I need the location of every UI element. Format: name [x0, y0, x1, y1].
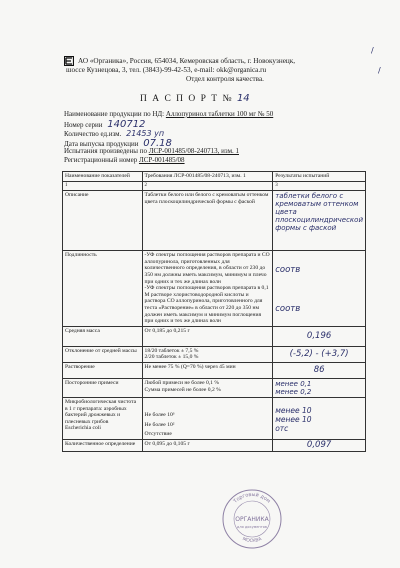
row-name: Подлинность — [63, 251, 143, 327]
product-value: Аллопуринол таблетки 100 мг № 50 — [165, 110, 274, 118]
row-name — [63, 397, 143, 439]
row-name: Отклонение от средней массы — [63, 346, 143, 362]
series-value: 140712 — [107, 119, 146, 130]
row-result — [273, 378, 366, 397]
row-name: Растворение — [63, 362, 143, 378]
row-result — [273, 251, 366, 327]
result-part: отс — [275, 423, 289, 433]
reg-label: Регистрационный номер — [64, 156, 138, 164]
col-header-results: Результаты испытаний — [273, 172, 366, 182]
tests-label: Испытания произведены по — [64, 147, 147, 155]
row-requirement: Таблетки белого или белого с кремоватым оттенком цвета плоскоцилиндрической формы с фаской — [142, 191, 273, 251]
row-result: 0,097 — [273, 439, 366, 451]
reg-line — [64, 156, 185, 164]
table-row — [63, 346, 366, 362]
requirement-part: Не более 10³ — [144, 411, 175, 418]
table-row — [63, 251, 366, 327]
col-number: 3 — [273, 181, 366, 191]
col-header-name: Наименование показателей — [63, 172, 143, 182]
stamp-bottom-text: для документов — [237, 525, 267, 529]
date-value: 07.18 — [143, 138, 172, 149]
row-requirement — [142, 251, 273, 327]
row-requirement — [142, 397, 273, 439]
quality-dept: Отдел контроля качества. — [186, 75, 264, 83]
qty-value: 21453 уп — [126, 129, 165, 138]
row-name: Описание — [63, 191, 143, 251]
requirement-part: Не более 10² — [144, 421, 175, 428]
result-part: менее 10 — [275, 405, 312, 415]
passport-label: П А С П О Р Т № — [140, 94, 234, 104]
row-requirement: От 0,185 до 0,215 г — [142, 326, 273, 346]
company-address-line1: АО «Органика», Россия, 654034, Кемеровская область, г. Новокузнецк, — [78, 57, 296, 65]
requirement-part: -УФ спектры поглощения растворов препарата в 0,1 М растворе хлористоводородной кислоты и раствора СО аллопуринола, приготовленного для теста «Растворение» в области от 220 до 350 нм должен иметь максимум и минимум поглощения при одних и тех же длинах волн — [144, 285, 269, 325]
qty-label: Количество ед.изм. — [64, 130, 122, 138]
requirement-part: Отсутствие — [144, 431, 172, 438]
passport-title — [140, 93, 250, 104]
row-requirement — [142, 378, 273, 397]
row-result: (-5,2) - (+3,7) — [273, 346, 366, 362]
row-result: таблетки белого с кремоватым оттенком цвета плоскоцилиндрической формы с фаской — [273, 191, 366, 251]
reg-value: ЛСР-001485/08 — [138, 156, 185, 164]
series-label: Номер серии — [64, 121, 103, 129]
stamp-city-text: МОСКВА — [241, 536, 263, 545]
company-address-line2: шоссе Кузнецова, 3, тел. (3843)-99-42-53, e-mail: okk@organica.ru — [66, 66, 267, 74]
table-row — [63, 378, 366, 397]
tests-value: ЛСР-001485/08-240713, изм. 1 — [148, 147, 239, 155]
table-header-row — [63, 172, 366, 182]
row-name: Посторонние примеси — [63, 378, 143, 397]
stamp-center-text: ОРГАНИКА — [235, 516, 269, 523]
result-part: менее 0,2 — [275, 387, 312, 396]
table-number-row — [63, 181, 366, 191]
margin-mark: / — [378, 66, 381, 75]
result-part: соотв — [275, 265, 301, 276]
table-row — [63, 362, 366, 378]
col-header-requirements: Требования ЛСР-001485/08-240713, изм. 1 — [142, 172, 273, 182]
requirement-part: 2/20 таблеток ± 15,0 % — [144, 354, 199, 361]
passport-number: 14 — [236, 93, 250, 104]
requirement-part: -УФ спектры поглощения растворов препарата и СО аллопуринола, приготовленных для количественного определения, в области от 230 до 350 нм должны иметь максимум, минимум и плечо при одних и тех же длинах волн — [144, 252, 270, 285]
date-label: Дата выпуска продукции — [64, 140, 139, 148]
row-name-part: Микробиологическая чистота в 1 г препарата: аэробных бактерий дрожжевых и плесневых грибов — [65, 398, 137, 425]
table-row — [63, 326, 366, 346]
stamp-top-text: Торговый дом — [232, 491, 272, 505]
row-result — [273, 397, 366, 439]
product-label: Наименование продукции по НД: — [64, 110, 165, 118]
margin-mark: / — [371, 46, 374, 55]
requirement-part: Любой примеси не более 0,1 % — [144, 379, 220, 386]
row-requirement: Не менее 75 % (Q=70 %) через 45 мин — [142, 362, 273, 378]
result-part: менее 0,1 — [275, 379, 312, 388]
row-requirement: От 0,095 до 0,105 г — [142, 439, 273, 451]
result-part: менее 10 — [275, 414, 312, 424]
col-number: 1 — [63, 181, 143, 191]
result-part: соотв — [275, 304, 301, 315]
row-name-part: Escherichia coli — [65, 425, 101, 432]
tests-line — [64, 147, 239, 155]
qty-line — [64, 129, 164, 138]
row-name: Средняя масса — [63, 326, 143, 346]
row-result: 0,196 — [273, 326, 366, 346]
company-stamp — [221, 488, 283, 550]
table-row — [63, 397, 366, 439]
product-line — [64, 110, 273, 118]
row-requirement — [142, 346, 273, 362]
col-number: 2 — [142, 181, 273, 191]
table-row — [63, 191, 366, 251]
row-name: Количественное определение — [63, 439, 143, 451]
requirement-part: 18/20 таблеток ± 7,5 % — [144, 347, 199, 354]
organica-logo-icon — [64, 56, 74, 66]
table-row — [63, 439, 366, 451]
row-result: 86 — [273, 362, 366, 378]
results-table — [62, 171, 366, 452]
requirement-part: Сумма примесей не более 0,2 % — [144, 386, 221, 393]
